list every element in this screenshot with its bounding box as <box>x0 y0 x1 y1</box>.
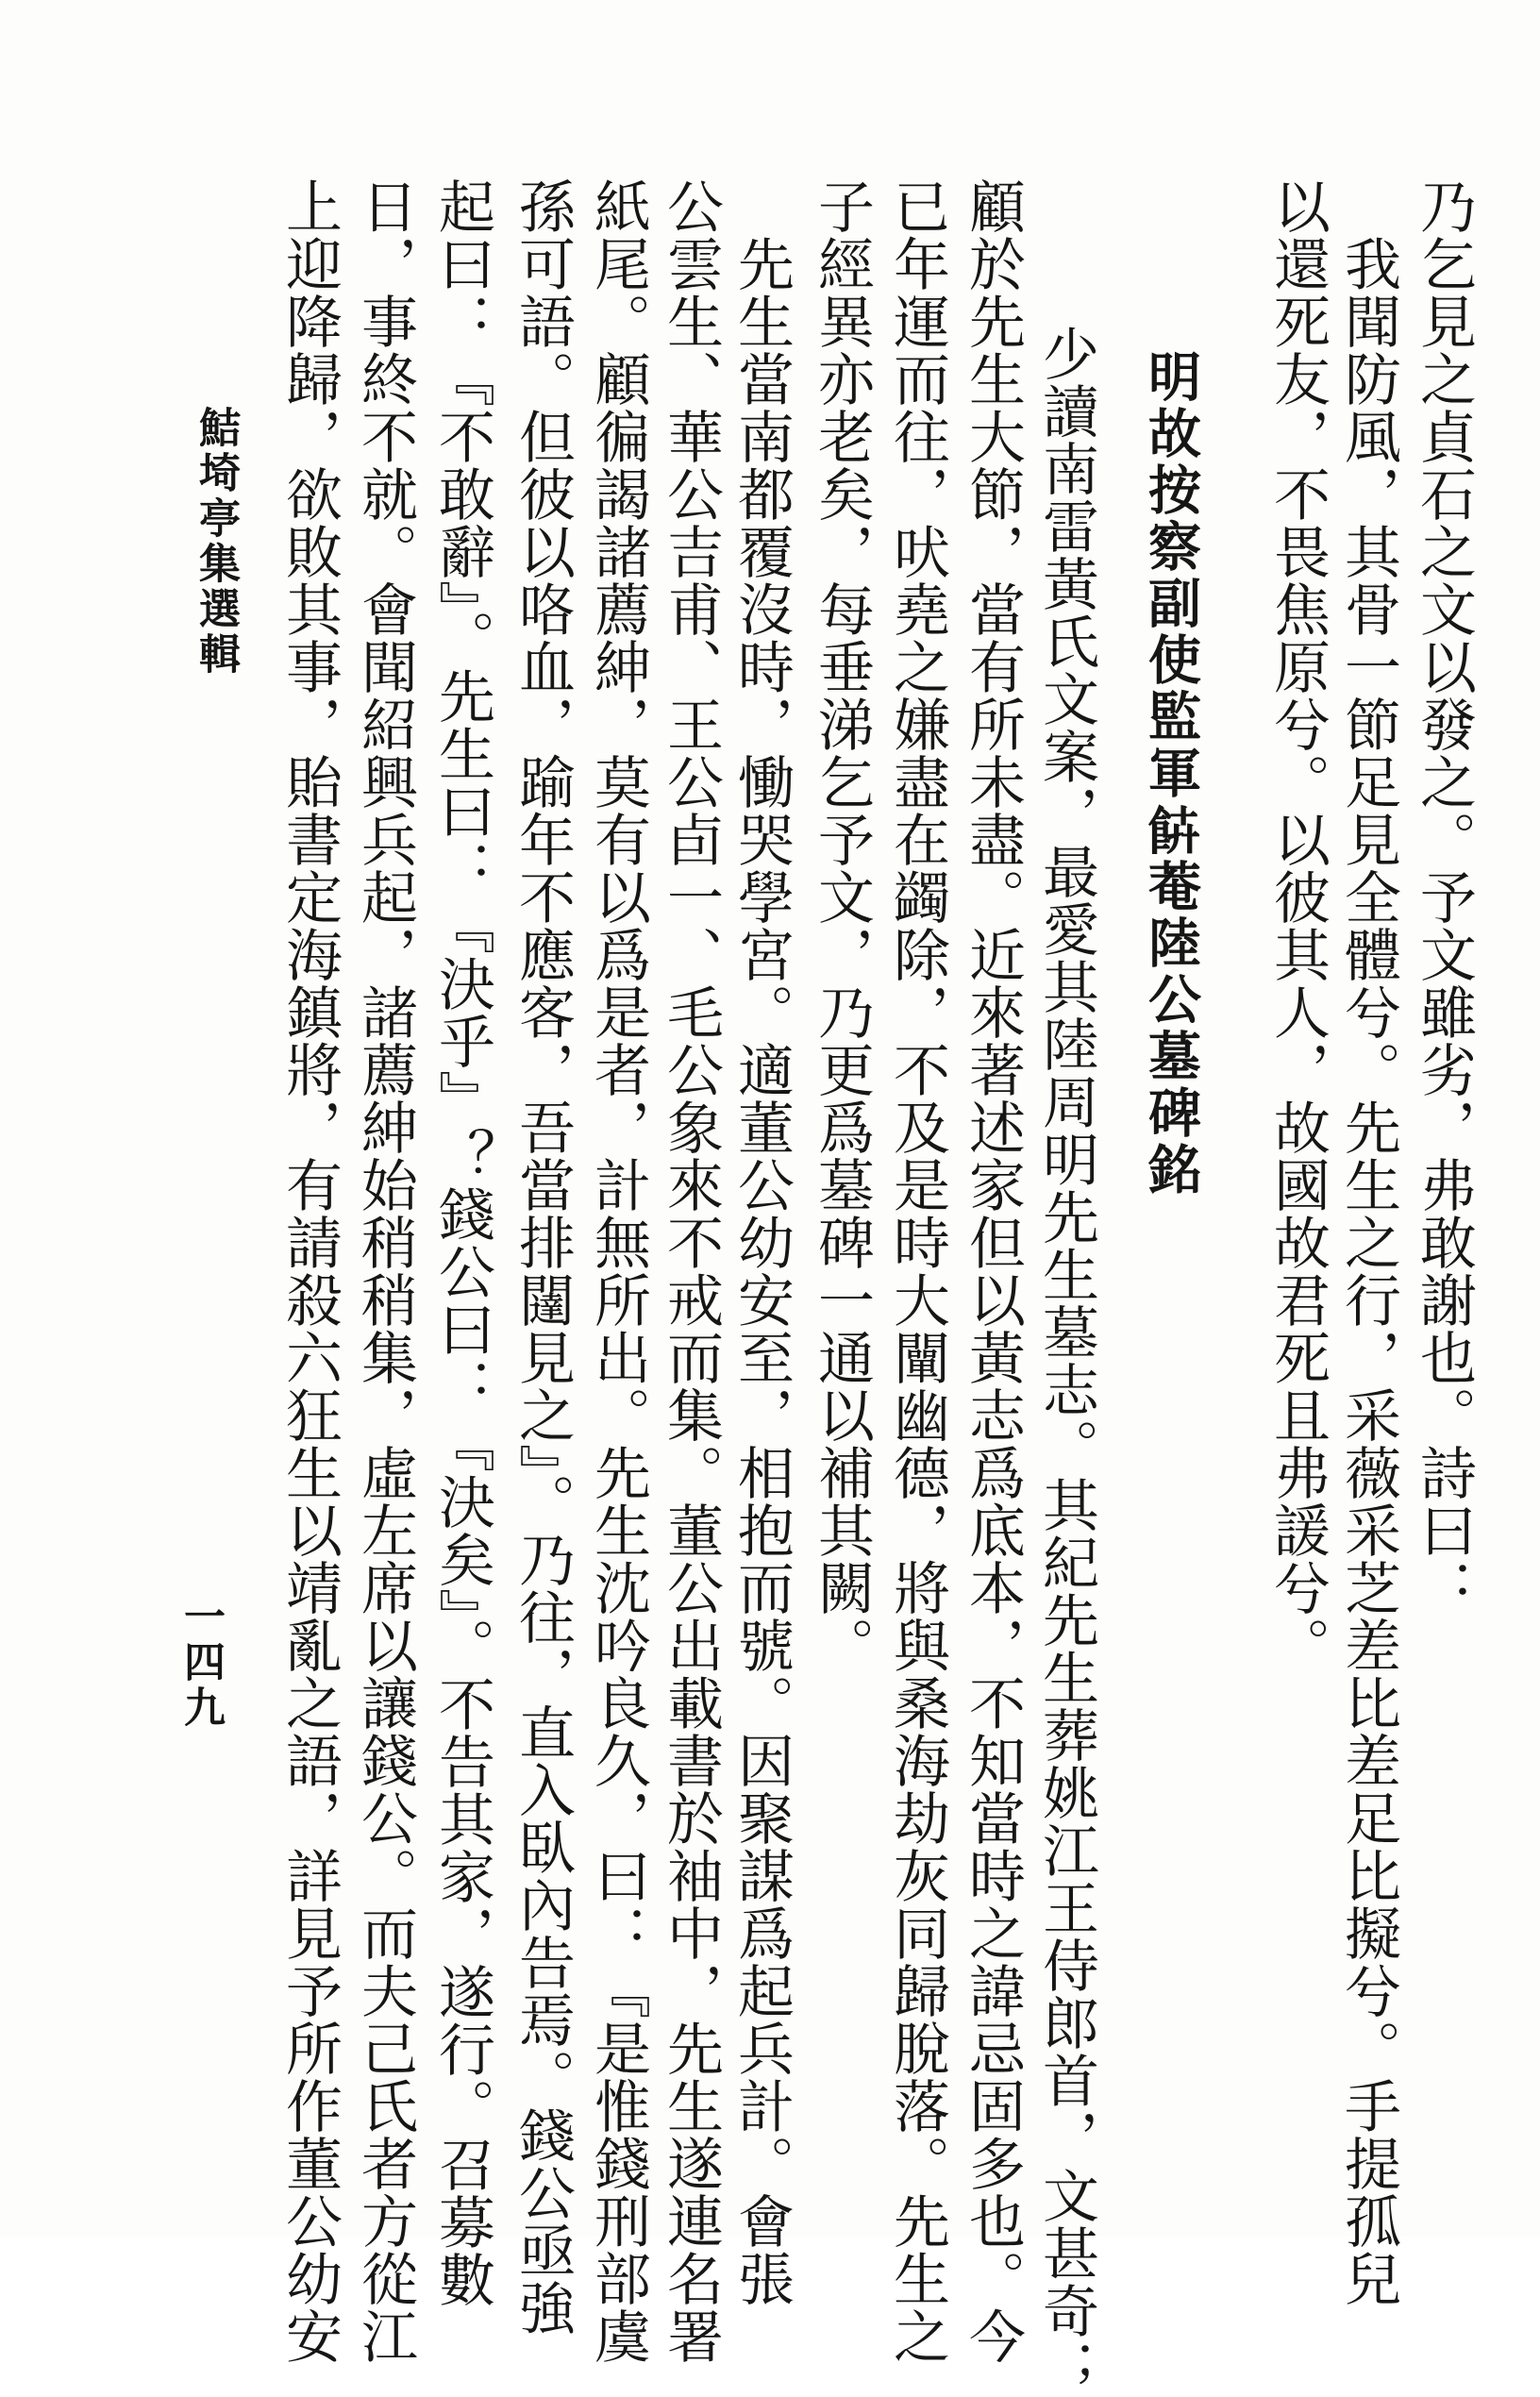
text-column-5: 少讀南雷黃氏文案，最愛其陸周明先生墓志。其紀先生葬姚江王侍郎首，文甚奇； <box>1033 267 1099 2397</box>
text-column-8: 子經異亦老矣，每垂涕乞予文，乃更爲墓碑一通以補其闕。 <box>809 177 875 1674</box>
text-column-12: 孫可語。但彼以咯血，踰年不應客，吾當排闥見之』。乃往，直入臥內告焉。錢公亟強 <box>510 177 576 2337</box>
text-column-10: 公雲生、華公吉甫、王公卣一、毛公象來不戒而集。董公出載書於袖中，先生遂連名署 <box>658 177 724 2365</box>
epitaph-title: 明故按察副使監軍𩚰菴陸公墓碑銘 <box>1140 349 1202 1198</box>
running-title: 鮚埼亭集選輯 <box>192 406 240 678</box>
text-column-14: 日，事終不就。會聞紹興兵起，諸薦紳始稍稍集，虛左席以讓錢公。而夫己氏者方從江 <box>352 177 418 2365</box>
text-column-2: 我聞防風，其骨一節足見全體兮。先生之行，采薇采芝差比差足比擬兮。手提孤兒 <box>1335 177 1401 2307</box>
text-column-1: 乃乞見之貞石之文以發之。予文雖劣，弗敢謝也。詩曰： <box>1411 177 1477 1617</box>
text-column-9: 先生當南都覆沒時，慟哭學宮。適董公幼安至，相抱而號。因聚謀爲起兵計。會張 <box>728 177 795 2307</box>
text-column-13: 起曰：『不敢辭』。先生曰：『決乎』？錢公曰：『決矣』。不告其家，遂行。召募數 <box>429 177 495 2308</box>
text-column-6: 顧於先生大節，當有所未盡。近來著述家但以黃志爲底本，不知當時之諱忌固多也。今 <box>960 177 1026 2365</box>
text-column-7: 已年運而往，吠堯之嫌盡在蠲除，不及是時大闡幽德，將與桑海劫灰同歸脫落。先生之 <box>884 177 950 2365</box>
text-column-15: 上迎降歸，欲敗其事，貽書定海鎮將，有請殺六狂生以靖亂之語，詳見予所作董公幼安 <box>276 177 343 2365</box>
page-number: 一四九 <box>176 1595 225 1731</box>
text-column-11: 紙尾。顧徧謁諸薦紳，莫有以爲是者，計無所出。先生沈吟良久，曰：『是惟錢刑部虞 <box>585 177 651 2365</box>
text-column-3: 以還死友，不畏焦原兮。以彼其人，故國故君死且弗諼兮。 <box>1264 177 1331 1674</box>
